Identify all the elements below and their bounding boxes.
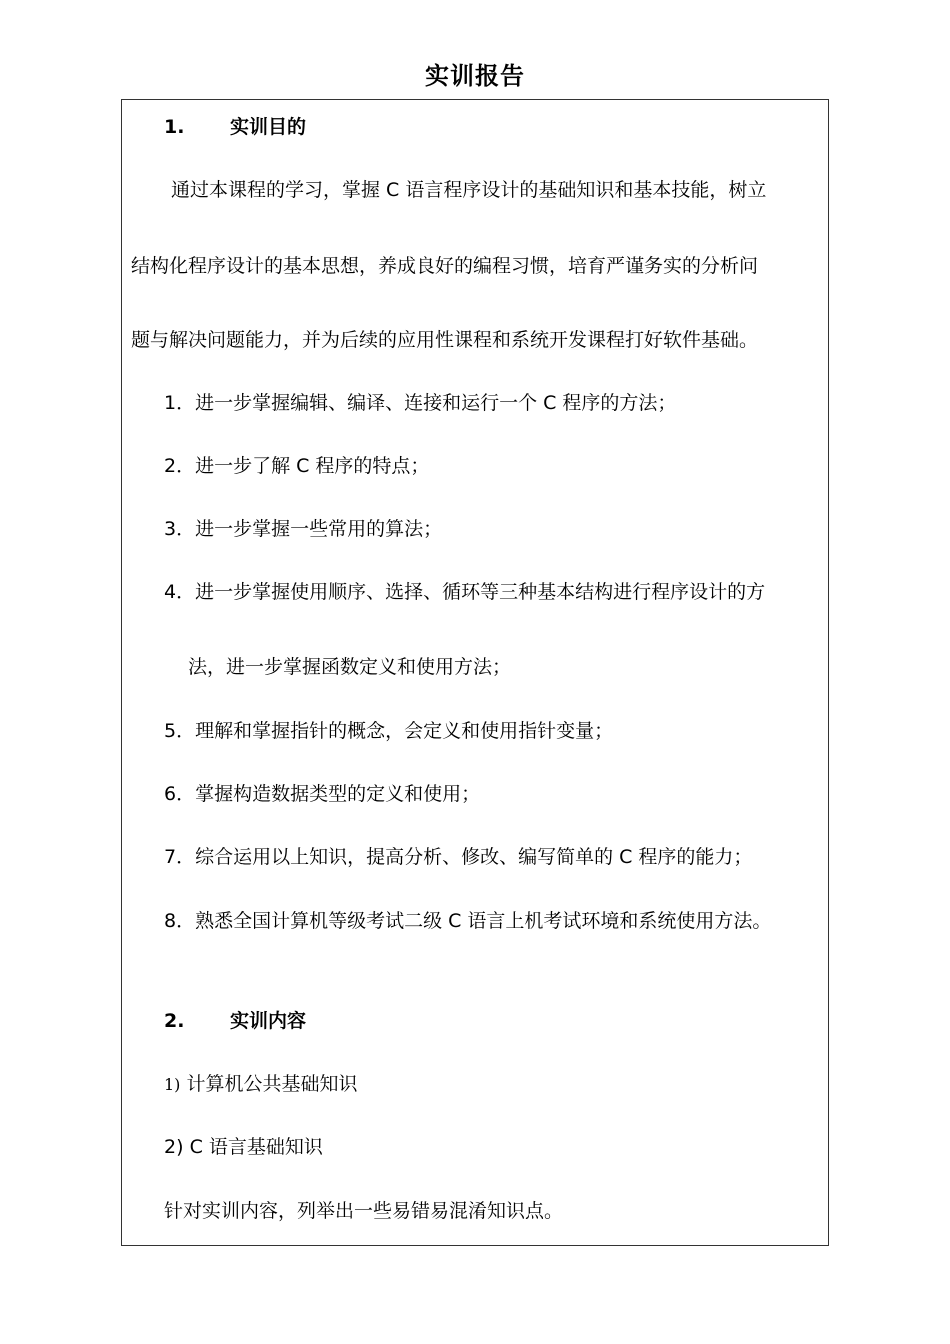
- paragraph-line: 通过本课程的学习，掌握 C 语言程序设计的基础知识和基本技能，树立: [171, 179, 767, 201]
- list-item: 2．进一步了解 C 程序的特点；: [164, 455, 430, 477]
- note-text: 针对实训内容，列举出一些易错易混淆知识点。: [164, 1200, 564, 1222]
- section-number: 1.: [164, 116, 185, 138]
- list-item: 5．理解和掌握指针的概念，会定义和使用指针变量；: [164, 720, 614, 742]
- section-heading-purpose: [164, 113, 306, 141]
- list-marker: 2): [164, 1136, 184, 1158]
- list-item-text: 计算机公共基础知识: [186, 1073, 358, 1095]
- list-item: [164, 1133, 323, 1161]
- section-heading-content: [164, 1007, 306, 1035]
- page-title: 实训报告: [425, 62, 525, 90]
- list-item-text: C 语言基础知识: [189, 1136, 323, 1158]
- list-marker: 1): [164, 1075, 181, 1094]
- list-item: 3．进一步掌握一些常用的算法；: [164, 518, 443, 540]
- paragraph-line: 结构化程序设计的基本思想，养成良好的编程习惯，培育严谨务实的分析问: [131, 255, 759, 277]
- list-item-continuation: 法，进一步掌握函数定义和使用方法；: [188, 656, 512, 678]
- list-item: 6．掌握构造数据类型的定义和使用；: [164, 783, 481, 805]
- list-item: 1．进一步掌握编辑、编译、连接和运行一个 C 程序的方法；: [164, 392, 677, 414]
- list-item: 4．进一步掌握使用顺序、选择、循环等三种基本结构进行程序设计的方: [164, 581, 766, 603]
- list-item: [164, 1070, 357, 1099]
- section-number: 2.: [164, 1010, 185, 1032]
- list-item: 8．熟悉全国计算机等级考试二级 C 语言上机考试环境和系统使用方法。: [164, 910, 772, 932]
- section-title: 实训目的: [230, 116, 307, 138]
- section-title: 实训内容: [230, 1010, 307, 1032]
- list-item: 7．综合运用以上知识，提高分析、修改、编写简单的 C 程序的能力；: [164, 846, 753, 868]
- paragraph-line: 题与解决问题能力，并为后续的应用性课程和系统开发课程打好软件基础。: [131, 329, 759, 351]
